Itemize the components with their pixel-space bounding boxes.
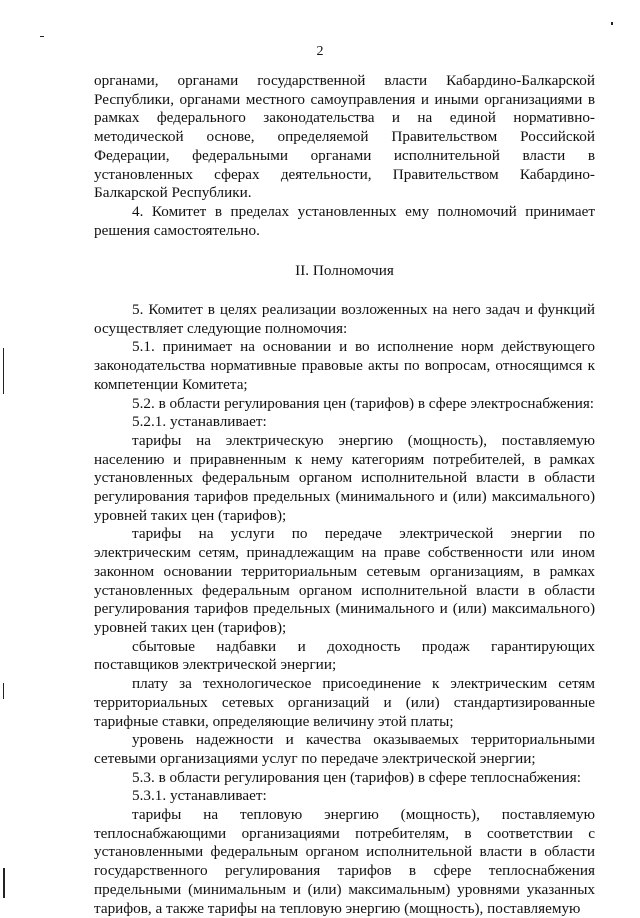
paragraph: 5.2.1. устанавливает: [132,413,267,431]
scan-margin-mark [611,22,613,25]
paragraph: тарифы на тепловую энергию (мощность), поставляемую теплоснабжающими организациями потребителям, в соответствии с установленными федеральным органом исполнительной власти в области государственного регулирования тарифов в сфере теплоснабжения предельными (минимальным и (или) максимальным) уровнями указанных тарифов, а также тарифы на тепловую энергию (мощность), поставляемую [94,806,595,917]
paragraph: 5.3. в области регулирования цен (тарифов) в сфере теплоснабжения: [132,768,581,786]
scan-margin-mark [3,348,4,394]
page-number: 2 [316,44,324,59]
scan-margin-mark [3,683,4,699]
paragraph: органами, органами государственной власти Кабардино-Балкарской Республики, органами местного самоуправления и иными организациями в рамках федерального законодательства и на единой нормативно-методической основе, определяемой Правительством Российской Федерации, федеральными органами исполнительной власти в установленных сферах деятельности, Правительством Кабардино-Балкарской Республики. [94,72,595,202]
paragraph: тарифы на услуги по передаче электрической энергии по электрическим сетям, принадлежащим на праве собственности или ином законном основании территориальным сетевым организациям, в рамках установленных федеральным органом исполнительной власти в области регулирования тарифов предельных (минимального и (или) максимального) уровней таких цен (тарифов); [94,525,595,636]
paragraph: тарифы на электрическую энергию (мощность), поставляемую населению и приравненным к нему категориям потребителей, в рамках установленных федеральным органом исполнительной власти в области регулирования тарифов предельных (минимального и (или) максимального) уровней таких цен (тарифов); [94,431,595,524]
scan-margin-mark [3,868,5,898]
paragraphs-before-heading [94,72,595,240]
paragraph: сбытовые надбавки и доходность продаж гарантирующих поставщиков электрической энергии; [94,637,595,674]
section-heading: II. Полномочия [295,262,394,280]
document-body [94,72,595,918]
paragraph: 4. Комитет в пределах установленных ему полномочий принимает решения самостоятельно. [94,202,595,239]
paragraph: 5.3.1. устанавливает: [132,787,267,805]
paragraph: 5.1. принимает на основании и во исполнение норм действующего законодательства нормативные правовые акты по вопросам, относящимся к компетенции Комитета; [94,338,595,393]
paragraph: 5.2. в области регулирования цен (тарифов) в сфере электроснабжения: [132,394,595,412]
paragraphs-after-heading [94,301,595,918]
paragraph: уровень надежности и качества оказываемых территориальными сетевыми организациями услуг по передаче электрической энергии; [94,731,595,767]
paragraph: 5. Комитет в целях реализации возложенных на него задач и функций осуществляет следующие полномочия: [94,301,595,337]
scan-margin-mark [40,36,44,37]
paragraph: плату за технологическое присоединение к электрическим сетям территориальных сетевых организаций и (или) стандартизированные тарифные ставки, определяющие величину этой платы; [94,675,595,730]
